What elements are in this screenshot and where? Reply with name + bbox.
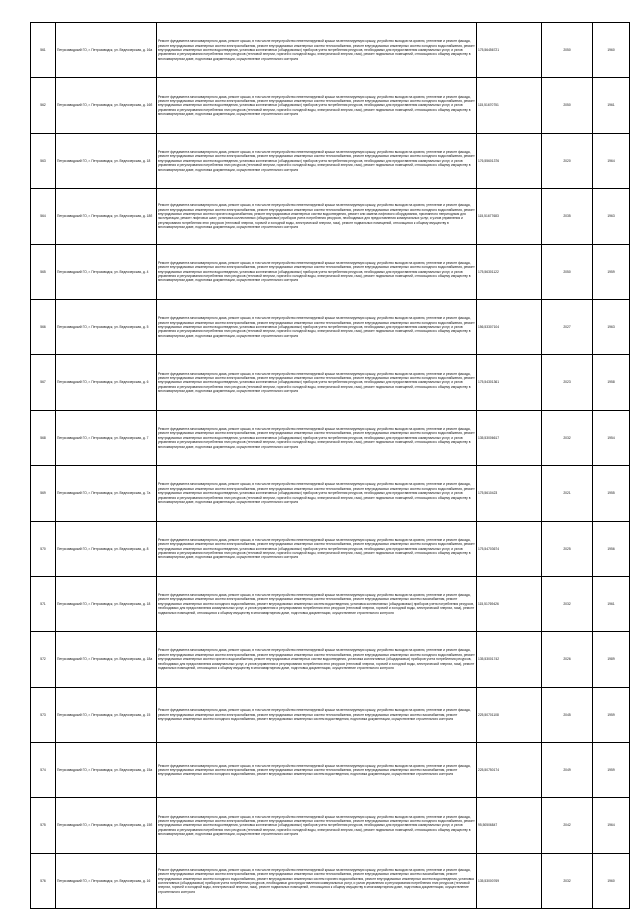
table-row: [31, 743, 630, 798]
build-year-cell: 1961: [593, 576, 630, 631]
row-number-cell: 569: [31, 466, 56, 521]
row-number-cell: 565: [31, 244, 56, 299]
document-page: [30, 22, 615, 909]
works-list-cell: Ремонт фундамента многоквартирного дома, ремонт крыши, в том числе переустройство невентилируемой крыши на вентилируемую крышу, устройство выходов на кровлю, утепление и ремонт фасада, ремонт внутридомовых инженерных систем электроснабжения, ремонт внутридомовых инженерных систем теплоснабжения, ремонт внутридомовых инженерных систем холодного водоснабжения, ремонт внутридомовых инженерных систем водоотведения, установка коллективных (общедомовых) приборов учета потребления ресурсов, необходимых для предоставления коммунальных услуг, и узлов управления и регулирования потребления этих ресурсов (тепловой энергии, горячей и холодной воды, электрической энергии, газа), ремонт подвальных помещений, относящихся к общему имуществу в многоквартирном доме, подготовка документации, осуществление строительного контроля: [157, 521, 477, 576]
build-year-cell: 1964: [593, 133, 630, 188]
row-number-cell: 562: [31, 78, 56, 133]
address-cell: Петрозаводский ГО, г. Петрозаводск, ул. Ведлозерская, д. 4: [56, 244, 157, 299]
works-list-cell: Ремонт фундамента многоквартирного дома, ремонт крыши, в том числе переустройство невентилируемой крыши на вентилируемую крышу, устройство выходов на кровлю, утепление и ремонт фасада, ремонт внутридомовых инженерных систем электроснабжения, ремонт внутридомовых инженерных систем теплоснабжения, ремонт внутридомовых инженерных систем холодного водоснабжения, ремонт внутридомовых инженерных систем водоотведения, установка коллективных (общедомовых) приборов учета потребления ресурсов, необходимых для предоставления коммунальных услуг, и узлов управления и регулирования потребления этих ресурсов (тепловой энергии, горячей и холодной воды, электрической энергии, газа), ремонт подвальных помещений, относящихся к общему имуществу в многоквартирном доме, подготовка документации, осуществление строительного контроля: [157, 355, 477, 410]
planned-year-cell: 2020: [542, 133, 593, 188]
table-row: [31, 23, 630, 78]
planned-year-cell: 2032: [542, 853, 593, 908]
planned-year-cell: 2050: [542, 244, 593, 299]
planned-year-cell: 2049: [542, 743, 593, 798]
address-cell: Петрозаводский ГО, г. Петрозаводск, ул. Ведлозерская, д. 7а: [56, 466, 157, 521]
cost-cell: 176,55601376: [477, 133, 542, 188]
address-cell: Петрозаводский ГО, г. Петрозаводск, ул. Ведлозерская, д. 16а: [56, 23, 157, 78]
planned-year-cell: 2035: [542, 189, 593, 244]
table-row: [31, 410, 630, 465]
build-year-cell: 1989: [593, 632, 630, 687]
cost-cell: 175,56301122: [477, 244, 542, 299]
cost-cell: 156,53307104: [477, 299, 542, 354]
table-row: [31, 687, 630, 742]
table-row: [31, 133, 630, 188]
table-row: [31, 355, 630, 410]
table-row: [31, 632, 630, 687]
planned-year-cell: 2021: [542, 466, 593, 521]
row-number-cell: 573: [31, 687, 56, 742]
build-year-cell: 1964: [593, 798, 630, 853]
works-list-cell: Ремонт фундамента многоквартирного дома, ремонт крыши, в том числе переустройство невентилируемой крыши на вентилируемую крышу, устройство выходов на кровлю, утепление и ремонт фасада, ремонт внутридомовых инженерных систем электроснабжения, ремонт внутридомовых инженерных систем теплоснабжения, ремонт внутридомовых инженерных систем холодного водоснабжения, ремонт внутридомовых инженерных систем водоотведения, установка коллективных (общедомовых) приборов учета потребления ресурсов, необходимых для предоставления коммунальных услуг, и узлов управления и регулирования потребления этих ресурсов (тепловой энергии, горячей и холодной воды, электрической энергии, газа), ремонт подвальных помещений, относящихся к общему имуществу в многоквартирном доме, подготовка документации, осуществление строительного контроля: [157, 798, 477, 853]
row-number-cell: 572: [31, 632, 56, 687]
row-number-cell: 566: [31, 299, 56, 354]
planned-year-cell: 2050: [542, 23, 593, 78]
table-row: [31, 576, 630, 631]
cost-cell: 95,50506847: [477, 798, 542, 853]
planned-year-cell: 2027: [542, 299, 593, 354]
build-year-cell: 1963: [593, 189, 630, 244]
address-cell: Петрозаводский ГО, г. Петрозаводск, ул. Ведлозерская, д. 8: [56, 521, 157, 576]
address-cell: Петрозаводский ГО, г. Петрозаводск, ул. Ведлозерская, д. 6: [56, 355, 157, 410]
cost-cell: 175,5610423: [477, 466, 542, 521]
build-year-cell: 1959: [593, 743, 630, 798]
build-year-cell: 1956: [593, 521, 630, 576]
row-number-cell: 576: [31, 853, 56, 908]
table-row: [31, 466, 630, 521]
table-row: [31, 521, 630, 576]
address-cell: Петрозаводский ГО, г. Петрозаводск, ул. Ведлозерская, д. 15б: [56, 798, 157, 853]
repair-program-table: [30, 22, 630, 909]
build-year-cell: 1954: [593, 410, 630, 465]
cost-cell: 135,53006617: [477, 410, 542, 465]
planned-year-cell: 2042: [542, 798, 593, 853]
works-list-cell: Ремонт фундамента многоквартирного дома, ремонт крыши, в том числе переустройство невентилируемой крыши на вентилируемую крышу, устройство выходов на кровлю, утепление и ремонт фасада, ремонт внутридомовых инженерных систем электроснабжения, ремонт внутридомовых инженерных систем теплоснабжения, ремонт внутридомовых инженерных систем холодного водоснабжения, ремонт внутридомовых инженерных систем водоотведения, установка коллективных (общедомовых) приборов учета потребления ресурсов, необходимых для предоставления коммунальных услуг, и узлов управления и регулирования потребления этих ресурсов (тепловой энергии, горячей и холодной воды, электрической энергии, газа), ремонт подвальных помещений, относящихся к общему имуществу в многоквартирном доме, подготовка документации, осуществление строительного контроля: [157, 133, 477, 188]
build-year-cell: 1960: [593, 23, 630, 78]
row-number-cell: 567: [31, 355, 56, 410]
cost-cell: 115,51670751: [477, 78, 542, 133]
address-cell: Петрозаводский ГО, г. Петрозаводск, ул. Ведлозерская, д. 18: [56, 133, 157, 188]
table-body: [31, 23, 630, 909]
planned-year-cell: 2023: [542, 355, 593, 410]
row-number-cell: 568: [31, 410, 56, 465]
cost-cell: 175,56456721: [477, 23, 542, 78]
address-cell: Петрозаводский ГО, г. Петрозаводск, ул. Ведлозерская, д. 18а: [56, 632, 157, 687]
works-list-cell: Ремонт фундамента многоквартирного дома, ремонт крыши, в том числе переустройство невентилируемой крыши на вентилируемую крышу, устройство выходов на кровлю, утепление и ремонт фасада, ремонт внутридомовых инженерных систем электроснабжения, ремонт внутридомовых инженерных систем теплоснабжения, ремонт внутридомовых инженерных систем холодного водоснабжения, ремонт внутридомовых инженерных систем водоотведения, установка коллективных (общедомовых) приборов учета потребления ресурсов, необходимых для предоставления коммунальных услуг, и узлов управления и регулирования потребления этих ресурсов (тепловой энергии, горячей и холодной воды, электрической энергии, газа), ремонт подвальных помещений, относящихся к общему имуществу в многоквартирном доме, подготовка документации, осуществление строительного контроля: [157, 466, 477, 521]
cost-cell: 115,51769426: [477, 576, 542, 631]
row-number-cell: 564: [31, 189, 56, 244]
planned-year-cell: 2045: [542, 687, 593, 742]
address-cell: Петрозаводский ГО, г. Петрозаводск, ул. Ведлозерская, д. 16б: [56, 78, 157, 133]
planned-year-cell: 2032: [542, 410, 593, 465]
table-row: [31, 78, 630, 133]
table-row: [31, 798, 630, 853]
build-year-cell: 1961: [593, 78, 630, 133]
works-list-cell: Ремонт фундамента многоквартирного дома, ремонт крыши, в том числе переустройство невентилируемой крыши на вентилируемую крышу, устройство выходов на кровлю, утепление и ремонт фасада, ремонт внутридомовых инженерных систем электроснабжения, ремонт внутридомовых инженерных систем теплоснабжения, ремонт внутридомовых инженерных систем холодного водоснабжения, ремонт внутридомовых инженерных систем водоотведения, установка коллективных (общедомовых) приборов учета потребления ресурсов, необходимых для предоставления коммунальных услуг, и узлов управления и регулирования потребления этих ресурсов (тепловой энергии, горячей и холодной воды, электрической энергии, газа), ремонт подвальных помещений, относящихся к общему имуществу в многоквартирном доме, подготовка документации, осуществление строительного контроля: [157, 78, 477, 133]
works-list-cell: Ремонт фундамента многоквартирного дома, ремонт крыши, в том числе переустройство невентилируемой крыши на вентилируемую крышу, устройство выходов на кровлю, утепление и ремонт фасада, ремонт внутридомовых инженерных систем электроснабжения, ремонт внутридомовых инженерных систем теплоснабжения, ремонт внутридомовых инженерных систем газоснабжения, ремонт внутридомовых инженерных систем холодного водоснабжения, ремонт внутридомовых инженерных систем горячего водоснабжения, ремонт внутридомовых инженерных систем водоотведения, установка коллективных (общедомовых) приборов учета потребления ресурсов, необходимых для предоставления коммунальных услуг, и узлов управления и регулирования потребления этих ресурсов (тепловой энергии, горячей и холодной воды, электрической энергии, газа), ремонт подвальных помещений, относящихся к общему имуществу в многоквартирном доме, подготовка документации, осуществление строительного контроля: [157, 853, 477, 908]
address-cell: Петрозаводский ГО, г. Петрозаводск, ул. Ведлозерская, д. 7: [56, 410, 157, 465]
cost-cell: 135,53000769: [477, 853, 542, 908]
cost-cell: 175,54703674: [477, 521, 542, 576]
row-number-cell: 571: [31, 576, 56, 631]
address-cell: Петрозаводский ГО, г. Петрозаводск, ул. Ведлозерская, д. 15: [56, 687, 157, 742]
planned-year-cell: 2026: [542, 632, 593, 687]
cost-cell: 115,51677683: [477, 189, 542, 244]
table-row: [31, 299, 630, 354]
cost-cell: 175,54301361: [477, 355, 542, 410]
address-cell: Петрозаводский ГО, г. Петрозаводск, ул. Ведлозерская, д. 18б: [56, 189, 157, 244]
planned-year-cell: 2050: [542, 78, 593, 133]
table-row: [31, 189, 630, 244]
cost-cell: 225,50750174: [477, 743, 542, 798]
build-year-cell: 1959: [593, 244, 630, 299]
works-list-cell: Ремонт фундамента многоквартирного дома, ремонт крыши, в том числе переустройство невентилируемой крыши на вентилируемую крышу, устройство выходов на кровлю, утепление и ремонт фасада, ремонт внутридомовых инженерных систем электроснабжения, ремонт внутридомовых инженерных систем теплоснабжения, ремонт внутридомовых инженерных систем газоснабжения, ремонт внутридомовых инженерных систем холодного водоснабжения, ремонт внутридомовых инженерных систем водоотведения, подготовка документации, осуществление строительного контроля: [157, 687, 477, 742]
address-cell: Петрозаводский ГО, г. Петрозаводск, ул. Ведлозерская, д. 15а: [56, 743, 157, 798]
cost-cell: 135,53001742: [477, 632, 542, 687]
row-number-cell: 575: [31, 798, 56, 853]
works-list-cell: Ремонт фундамента многоквартирного дома, ремонт крыши, в том числе переустройство невентилируемой крыши на вентилируемую крышу, устройство выходов на кровлю, утепление и ремонт фасада, ремонт внутридомовых инженерных систем электроснабжения, ремонт внутридомовых инженерных систем теплоснабжения, ремонт внутридомовых инженерных систем газоснабжения, ремонт внутридомовых инженерных систем холодного водоснабжения, ремонт внутридомовых инженерных систем водоотведения, установка коллективных (общедомовых) приборов учета потребления ресурсов, необходимых для предоставления коммунальных услуг, и узлов управления и регулирования потребления этих ресурсов (тепловой энергии, горячей и холодной воды, электрической энергии, газа), ремонт подвальных помещений, относящихся к общему имуществу в многоквартирном доме, подготовка документации, осуществление строительного контроля: [157, 576, 477, 631]
address-cell: Петрозаводский ГО, г. Петрозаводск, ул. Ведлозерская, д. 18: [56, 576, 157, 631]
row-number-cell: 561: [31, 23, 56, 78]
works-list-cell: Ремонт фундамента многоквартирного дома, ремонт крыши, в том числе переустройство невентилируемой крыши на вентилируемую крышу, устройство выходов на кровлю, утепление и ремонт фасада, ремонт внутридомовых инженерных систем электроснабжения, ремонт внутридомовых инженерных систем теплоснабжения, ремонт внутридомовых инженерных систем газоснабжения, ремонт внутридомовых инженерных систем холодного водоснабжения, ремонт внутридомовых инженерных систем водоотведения, подготовка документации, осуществление строительного контроля: [157, 743, 477, 798]
planned-year-cell: 2032: [542, 576, 593, 631]
row-number-cell: 570: [31, 521, 56, 576]
address-cell: Петрозаводский ГО, г. Петрозаводск, ул. Ведлозерская, д. 16: [56, 853, 157, 908]
build-year-cell: 1959: [593, 687, 630, 742]
table-row: [31, 853, 630, 908]
table-row: [31, 244, 630, 299]
address-cell: Петрозаводский ГО, г. Петрозаводск, ул. Ведлозерская, д. 5: [56, 299, 157, 354]
planned-year-cell: 2025: [542, 521, 593, 576]
build-year-cell: 1963: [593, 299, 630, 354]
works-list-cell: Ремонт фундамента многоквартирного дома, ремонт крыши, в том числе переустройство невентилируемой крыши на вентилируемую крышу, устройство выходов на кровлю, утепление и ремонт фасада, ремонт внутридомовых инженерных систем электроснабжения, ремонт внутридомовых инженерных систем теплоснабжения, ремонт внутридомовых инженерных систем холодного водоснабжения, ремонт внутридомовых инженерных систем горячего водоснабжения, ремонт внутридомовых инженерных систем водоотведения, установка коллективных (общедомовых) приборов учета потребления ресурсов, необходимых для предоставления коммунальных услуг, и узлов управления и регулирования потребления этих ресурсов (тепловой энергии, горячей и холодной воды, электрической энергии, газа), ремонт подвальных помещений, относящихся к общему имуществу в многоквартирном доме, подготовка документации, осуществление строительного контроля: [157, 632, 477, 687]
works-list-cell: Ремонт фундамента многоквартирного дома, ремонт крыши, в том числе переустройство невентилируемой крыши на вентилируемую крышу, устройство выходов на кровлю, утепление и ремонт фасада, ремонт внутридомовых инженерных систем электроснабжения, ремонт внутридомовых инженерных систем теплоснабжения, ремонт внутридомовых инженерных систем холодного водоснабжения, ремонт внутридомовых инженерных систем водоотведения, установка коллективных (общедомовых) приборов учета потребления ресурсов, необходимых для предоставления коммунальных услуг, и узлов управления и регулирования потребления этих ресурсов (тепловой энергии, горячей и холодной воды, электрической энергии, газа), ремонт подвальных помещений, относящихся к общему имуществу в многоквартирном доме, подготовка документации, осуществление строительного контроля: [157, 299, 477, 354]
works-list-cell: Ремонт фундамента многоквартирного дома, ремонт крыши, в том числе переустройство невентилируемой крыши на вентилируемую крышу, устройство выходов на кровлю, утепление и ремонт фасада, ремонт внутридомовых инженерных систем электроснабжения, ремонт внутридомовых инженерных систем теплоснабжения, ремонт внутридомовых инженерных систем холодного водоснабжения, ремонт внутридомовых инженерных систем горячего водоснабжения, ремонт внутридомовых инженерных систем водоотведения, ремонт или замена лифтового оборудования, признанного непригодным для эксплуатации, ремонт лифтовых шахт, установка коллективных (общедомовых) приборов учета потребления ресурсов, необходимых для предоставления коммунальных услуг, и узлов управления и регулирования потребления этих ресурсов (тепловой энергии, горячей и холодной воды, электрической энергии, газа), ремонт подвальных помещений, относящихся к общему имуществу в многоквартирном доме, подготовка документации, осуществление строительного контроля: [157, 189, 477, 244]
works-list-cell: Ремонт фундамента многоквартирного дома, ремонт крыши, в том числе переустройство невентилируемой крыши на вентилируемую крышу, устройство выходов на кровлю, утепление и ремонт фасада, ремонт внутридомовых инженерных систем электроснабжения, ремонт внутридомовых инженерных систем теплоснабжения, ремонт внутридомовых инженерных систем холодного водоснабжения, ремонт внутридомовых инженерных систем водоотведения, установка коллективных (общедомовых) приборов учета потребления ресурсов, необходимых для предоставления коммунальных услуг, и узлов управления и регулирования потребления этих ресурсов (тепловой энергии, горячей и холодной воды, электрической энергии, газа), ремонт подвальных помещений, относящихся к общему имуществу в многоквартирном доме, подготовка документации, осуществление строительного контроля: [157, 410, 477, 465]
row-number-cell: 563: [31, 133, 56, 188]
cost-cell: 225,50701108: [477, 687, 542, 742]
build-year-cell: 1955: [593, 466, 630, 521]
build-year-cell: 1958: [593, 355, 630, 410]
works-list-cell: Ремонт фундамента многоквартирного дома, ремонт крыши, в том числе переустройство невентилируемой крыши на вентилируемую крышу, устройство выходов на кровлю, утепление и ремонт фасада, ремонт внутридомовых инженерных систем электроснабжения, ремонт внутридомовых инженерных систем теплоснабжения, ремонт внутридомовых инженерных систем холодного водоснабжения, ремонт внутридомовых инженерных систем водоотведения, установка коллективных (общедомовых) приборов учета потребления ресурсов, необходимых для предоставления коммунальных услуг, и узлов управления и регулирования потребления этих ресурсов (тепловой энергии, горячей и холодной воды, электрической энергии, газа), ремонт подвальных помещений, относящихся к общему имуществу в многоквартирном доме, подготовка документации, осуществление строительного контроля: [157, 23, 477, 78]
row-number-cell: 574: [31, 743, 56, 798]
build-year-cell: 1960: [593, 853, 630, 908]
works-list-cell: Ремонт фундамента многоквартирного дома, ремонт крыши, в том числе переустройство невентилируемой крыши на вентилируемую крышу, устройство выходов на кровлю, утепление и ремонт фасада, ремонт внутридомовых инженерных систем электроснабжения, ремонт внутридомовых инженерных систем теплоснабжения, ремонт внутридомовых инженерных систем холодного водоснабжения, ремонт внутридомовых инженерных систем водоотведения, установка коллективных (общедомовых) приборов учета потребления ресурсов, необходимых для предоставления коммунальных услуг, и узлов управления и регулирования потребления этих ресурсов (тепловой энергии, горячей и холодной воды, электрической энергии, газа), ремонт подвальных помещений, относящихся к общему имуществу в многоквартирном доме, подготовка документации, осуществление строительного контроля: [157, 244, 477, 299]
